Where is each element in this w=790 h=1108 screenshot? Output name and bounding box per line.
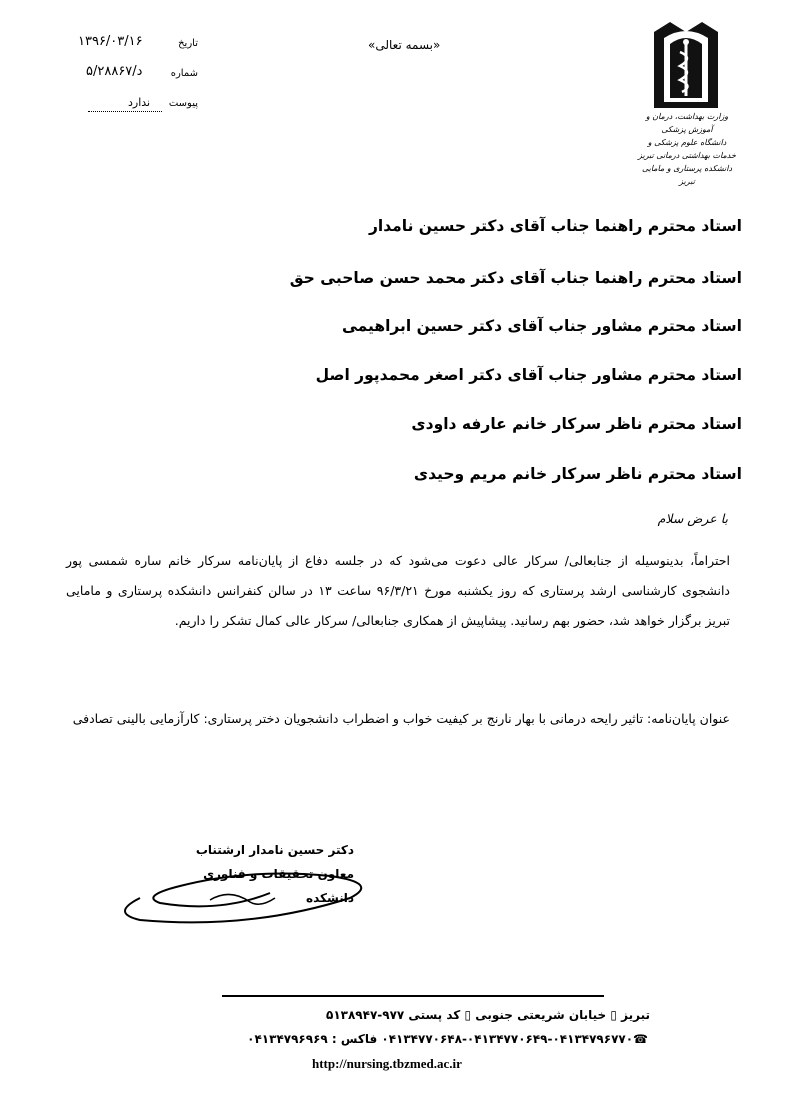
date-label: تاریخ xyxy=(178,38,198,49)
logo-line-2: دانشگاه علوم پزشکی و خدمات بهداشتی درمانی تبریز xyxy=(638,138,736,160)
number-value: ۵/د/۲۸۸۶۷ xyxy=(86,64,143,79)
logo-line-3: دانشکده پرستاری و مامایی تبریز xyxy=(641,164,733,186)
addressee-6: استاد محترم ناظر سرکار خانم مریم وحیدی xyxy=(413,465,742,483)
addressee-4: استاد محترم مشاور جناب آقای دکتر اصغر محمدپور اصل xyxy=(315,366,742,384)
number-label: شماره xyxy=(170,68,198,79)
signatory-name: دکتر حسین نامدار ارشتناب xyxy=(195,843,354,857)
date-row xyxy=(78,34,198,54)
date-value: ۱۳۹۶/۰۳/۱۶ xyxy=(78,34,143,49)
number-row xyxy=(78,64,198,84)
footer-website-link[interactable]: http://nursing.tbzmed.ac.ir xyxy=(312,1056,462,1071)
university-logo xyxy=(650,18,722,110)
handwritten-signature xyxy=(100,858,400,928)
signatory-title: معاون تحقیقات و فناوری دانشکده xyxy=(203,867,354,905)
attachment-value: ندارد xyxy=(128,96,151,109)
addressee-3: استاد محترم مشاور جناب آقای دکتر حسین ابراهیمی xyxy=(341,317,742,335)
attachment-row xyxy=(78,94,198,114)
logo-line-1: وزارت بهداشت، درمان و آموزش پزشکی xyxy=(645,112,729,134)
footer-divider xyxy=(222,995,604,997)
footer-address: تبریز ▯ خیابان شریعتی جنوبی ▯ کد پستی ۹۷۷-۵۱۳۸۹۴۷ xyxy=(326,1008,650,1022)
addressee-2: استاد محترم راهنما جناب آقای دکتر محمد حسن صاحبی حق xyxy=(289,269,742,287)
footer-phones: ☎۰۴۱۳۴۷۷۰۶۴۸-۰۴۱۳۴۷۷۰۶۴۹-۰۴۱۳۴۷۹۶۷۷۰ فاکس : ۰۴۱۳۴۷۹۶۹۶۹ xyxy=(247,1032,648,1046)
attachment-label: پیوست xyxy=(168,98,198,109)
bismillah: «بسمه تعالی» xyxy=(368,38,441,52)
logo-text xyxy=(638,110,736,188)
greeting: با عرض سلام xyxy=(657,511,728,526)
thesis-title-paragraph: عنوان پایان‌نامه: تاثیر رایحه درمانی با بهار نارنج بر کیفیت خواب و اضطراب دانشجویان دختر پرستاری: کارآزمایی بالینی تصادفی xyxy=(72,711,730,726)
addressee-5: استاد محترم ناظر سرکار خانم عارفه داودی xyxy=(411,415,742,433)
invitation-paragraph: احتراماً، بدینوسیله از جنابعالی/ سرکار عالی دعوت می‌شود که در جلسه دفاع از پایان‌نامه سرکار خانم ساره شمسی پور دانشجوی کارشناسی ارشد پرستاری که روز یکشنبه مورخ ۹۶/۳/۲۱ ساعت ۱۳ در سالن کنفرانس دانشکده پرستاری و مامایی تبریز برگزار خواهد شد، حضور بهم رسانید. پیشاپیش از همکاری جنابعالی/ سرکار عالی کمال تشکر را داریم. xyxy=(66,553,731,628)
addressee-1: استاد محترم راهنما جناب آقای دکتر حسین نامدار xyxy=(368,217,742,235)
